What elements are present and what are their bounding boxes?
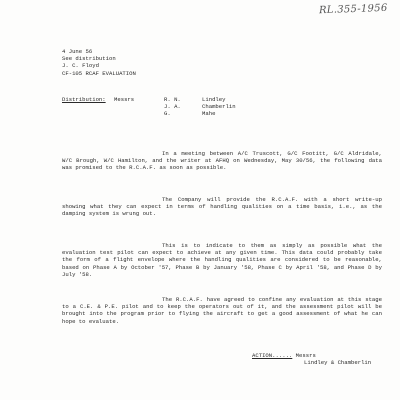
distribution-label: Distribution: bbox=[62, 96, 106, 103]
paragraph-text: The Company will provide the R.C.A.F. with a short write-up showing what they can expect in terms of handling qualities on a time basis, i.e., as the damping system is wrung out. bbox=[62, 196, 382, 218]
memo-from: J. C. Floyd bbox=[62, 62, 99, 70]
paragraph bbox=[62, 196, 382, 218]
action-block bbox=[252, 352, 371, 366]
memo-subject: CF-105 RCAF EVALUATION bbox=[62, 69, 136, 77]
paragraph bbox=[62, 296, 382, 325]
memo-date: 4 June 56 bbox=[62, 48, 93, 55]
action-prefix: Messrs bbox=[295, 352, 316, 359]
action-label: ACTION...... bbox=[252, 352, 293, 359]
recipient-initials: G. bbox=[164, 110, 171, 118]
memo-header bbox=[62, 48, 136, 77]
action-names: Lindley & Chamberlin bbox=[304, 359, 372, 367]
paragraph-text: In a meeting between A/C Truscott, G/C Footitt, G/C Aldridale, W/C Brough, W/C Hamilton, and the writer at AFHQ on Wednesday, May 30/56, the following data was promised to the R.C.A.F. as soon as possible. bbox=[62, 150, 382, 172]
recipient-name: Mahe bbox=[202, 110, 216, 118]
paragraph bbox=[62, 150, 382, 172]
distribution-block bbox=[62, 96, 382, 118]
recipient-initials: R. N. bbox=[164, 96, 181, 103]
paragraph-text: The R.C.A.F. have agreed to confine any evaluation at this stage to a C.E. & P.E. pilot and to keep the operators out of it, and the assessment pilot will be brought into the program prior to flying the aircraft to get a good assessment of what he can hope to evaluate. bbox=[62, 296, 382, 325]
paragraph-text: This is to indicate to them as simply as possible what the evaluation test pilot can expect to achieve at any given time. This data could probably take the form of a flight envelope where the handling qualities are considered to be reasonable, based on Phase A by October '57, Phase B by January '58, Phase C by April '58, and Phase D by July '58. bbox=[62, 242, 382, 278]
recipient-name: Lindley bbox=[202, 96, 226, 103]
recipient-initials: J. A. bbox=[164, 103, 181, 111]
recipient-name: Chamberlin bbox=[202, 103, 236, 111]
paragraph bbox=[62, 242, 382, 278]
handwritten-reference: RL.355-1956 bbox=[319, 2, 389, 17]
memo-to: See distribution bbox=[62, 55, 116, 63]
distribution-prefix: Messrs bbox=[114, 96, 135, 103]
